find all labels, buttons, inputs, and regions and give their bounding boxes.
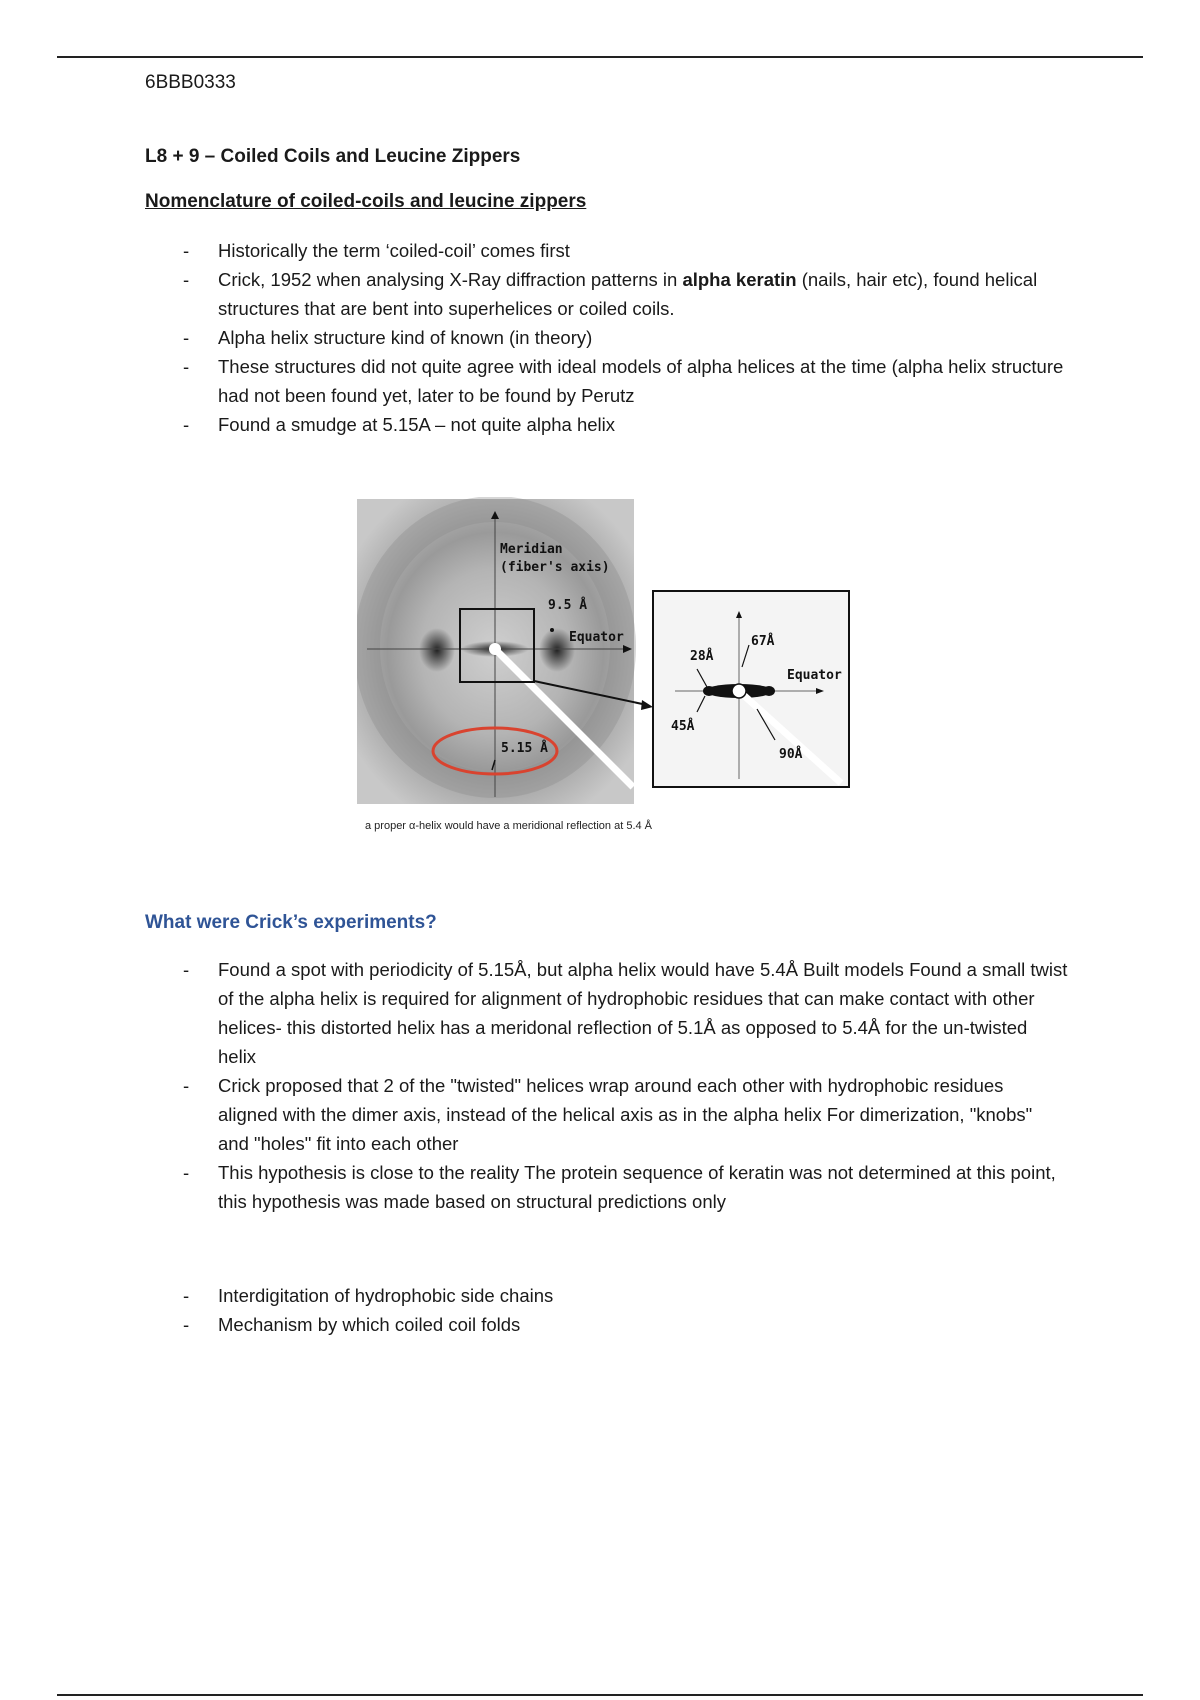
list-item: - Mechanism by which coiled coil folds (183, 1314, 521, 1335)
experiments-bullet-list (0, 955, 1200, 1216)
fiber-axis-label: (fiber's axis) (500, 560, 610, 575)
list-item: - Interdigitation of hydrophobic side chains (183, 1285, 554, 1306)
bottom-rule (57, 1694, 1143, 1696)
bold-term: alpha keratin (682, 269, 797, 290)
list-item: - Crick, 1952 when analysing X-Ray diffraction patterns in alpha keratin (nails, hair etc), found helical structures that are bent into superhelices or coiled coils. (183, 269, 1038, 319)
course-code: 6BBB0333 (145, 72, 236, 93)
equator-zoom-label: Equator (787, 668, 842, 683)
section-heading: What were Crick’s experiments? (145, 912, 437, 933)
top-rule (57, 56, 1143, 58)
d90-label: 90Å (779, 747, 803, 762)
lecture-title: L8 + 9 – Coiled Coils and Leucine Zippers (145, 146, 521, 167)
meridian-label: Meridian (500, 542, 563, 557)
equator-label: Equator (569, 630, 624, 645)
diffraction-diagram (357, 497, 863, 842)
list-item: - Historically the term ‘coiled-coil’ comes first (183, 240, 570, 261)
d45-label: 45Å (671, 719, 695, 734)
d28-label: 28Å (690, 649, 714, 664)
extra-bullet-list (0, 1281, 1200, 1339)
figure-caption: a proper α-helix would have a meridional reflection at 5.4 Å (365, 820, 653, 832)
list-item: - These structures did not quite agree with ideal models of alpha helices at the time (alpha helix structure had not been found yet, later to be found by Perutz (183, 356, 1064, 406)
section-title: Nomenclature of coiled-coils and leucine zippers (145, 191, 587, 212)
d67-label: 67Å (751, 634, 775, 649)
list-item: - Found a spot with periodicity of 5.15Å, but alpha helix would have 5.4Å Built models Found a small twist of the alpha helix is required for alignment of hydrophobic residues that can make contact with other helices- this distorted helix has a meridonal reflection of 5.1Å as opposed to 5.4Å for the un-twisted helix (183, 959, 1068, 1067)
nomenclature-bullet-list (0, 236, 1200, 439)
list-item: - Alpha helix structure kind of known (in theory) (183, 327, 593, 348)
list-item: - Crick proposed that 2 of the "twisted" helices wrap around each other with hydrophobic residues aligned with the dimer axis, instead of the helical axis as in the alpha helix For dimerization, "knobs" and "holes" fit into each other (183, 1075, 1033, 1154)
list-item: - Found a smudge at 5.15A – not quite alpha helix (183, 414, 616, 435)
xray-diffraction-figure (357, 497, 863, 842)
d515-label: 5.15 Å (501, 741, 548, 756)
d95-label: 9.5 Å (548, 598, 588, 613)
list-item: - This hypothesis is close to the reality The protein sequence of keratin was not determined at this point, this hypothesis was made based on structural predictions only (183, 1162, 1056, 1212)
